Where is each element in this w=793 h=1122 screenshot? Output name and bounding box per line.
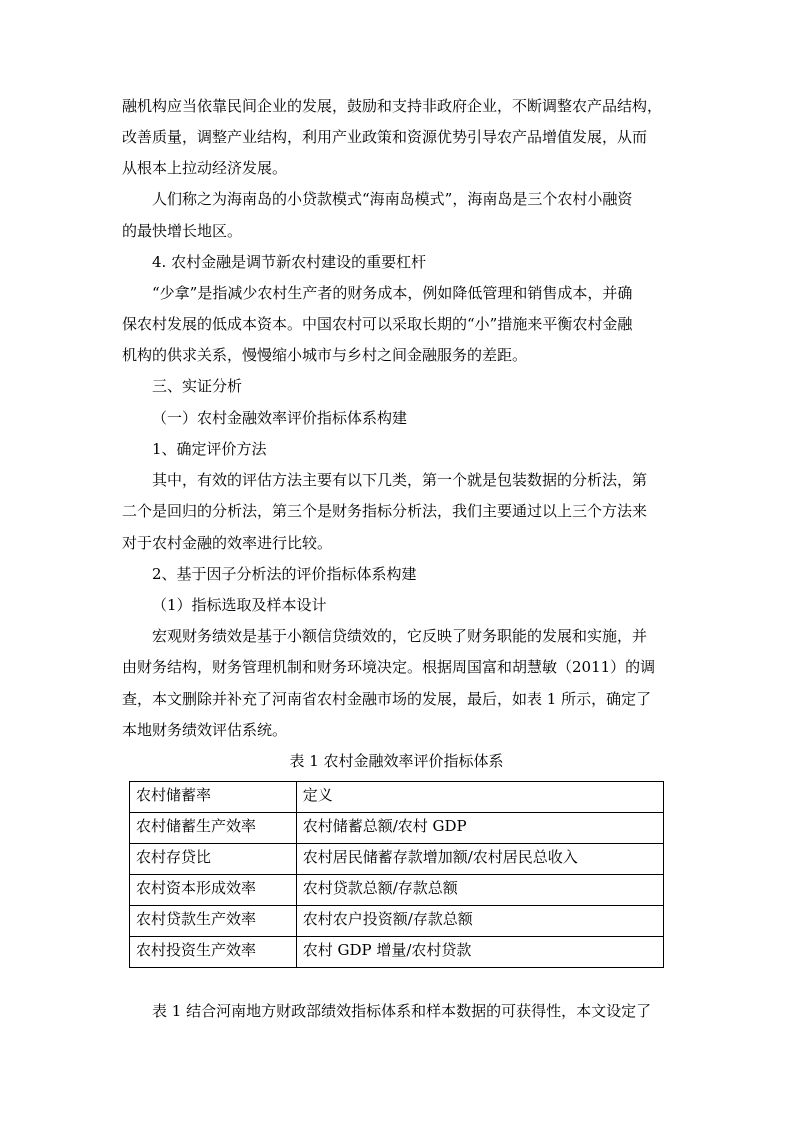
table-cell: 农村贷款生产效率 xyxy=(130,906,297,937)
table-cell: 农村农户投资额/存款总额 xyxy=(296,906,663,937)
table-row xyxy=(130,844,664,875)
table-cell: 定义 xyxy=(296,782,663,813)
table-row xyxy=(130,906,664,937)
paragraph-line: “少拿”是指减少农村生产者的财务成本，例如降低管理和销售成本，并确 xyxy=(152,284,633,302)
indicator-table xyxy=(129,781,664,968)
paragraph-line: 宏观财务绩效是基于小额信贷绩效的，它反映了财务职能的发展和实施，并 xyxy=(152,627,648,645)
table-cell: 农村居民储蓄存款增加额/农村居民总收入 xyxy=(296,844,663,875)
paragraph-line: 本地财务绩效评估系统。 xyxy=(122,721,288,739)
paragraph-line: 其中，有效的评估方法主要有以下几类，第一个就是包装数据的分析法，第 xyxy=(152,471,648,489)
table-cell: 农村 GDP 增量/农村贷款 xyxy=(296,937,663,968)
section-heading: 三、实证分析 xyxy=(152,377,243,395)
table-cell: 农村储蓄生产效率 xyxy=(130,813,297,844)
table-cell: 农村储蓄率 xyxy=(130,782,297,813)
paragraph-line: 对于农村金融的效率进行比较。 xyxy=(122,534,333,552)
subsection-heading: （1）指标选取及样本设计 xyxy=(152,596,327,614)
paragraph-line: 的最快增长地区。 xyxy=(122,222,243,240)
table-row xyxy=(130,937,664,968)
paragraph-line: 查，本文删除并补充了河南省农村金融市场的发展，最后，如表 1 所示，确定了 xyxy=(122,690,652,708)
section-heading: 4. 农村金融是调节新农村建设的重要杠杆 xyxy=(152,253,427,271)
paragraph-line: 保农村发展的低成本资本。中国农村可以采取长期的“小”措施来平衡农村金融 xyxy=(122,315,633,333)
subsection-heading: 1、确定评价方法 xyxy=(152,440,267,458)
table-cell: 农村资本形成效率 xyxy=(130,875,297,906)
table-cell: 农村贷款总额/存款总额 xyxy=(296,875,663,906)
table-cell: 农村存贷比 xyxy=(130,844,297,875)
table-row xyxy=(130,875,664,906)
paragraph-line: 从根本上拉动经济发展。 xyxy=(122,159,288,177)
paragraph-line: 人们称之为海南岛的小贷款模式“海南岛模式”，海南岛是三个农村小融资 xyxy=(152,190,633,208)
paragraph-line: 由财务结构，财务管理机制和财务环境决定。根据周国富和胡慧敏（2011）的调 xyxy=(122,658,656,676)
subsection-heading: （一）农村金融效率评价指标体系构建 xyxy=(152,409,408,427)
table-row xyxy=(130,782,664,813)
paragraph-line: 二个是回归的分析法，第三个是财务指标分析法，我们主要通过以上三个方法来 xyxy=(122,502,648,520)
paragraph-line: 机构的供求关系，慢慢缩小城市与乡村之间金融服务的差距。 xyxy=(122,346,528,364)
paragraph-line: 改善质量，调整产业结构，利用产业政策和资源优势引导农产品增值发展，从而 xyxy=(122,128,648,146)
paragraph-line: 融机构应当依靠民间企业的发展，鼓励和支持非政府企业，不断调整农产品结构， xyxy=(122,97,663,115)
subsection-heading: 2、基于因子分析法的评价指标体系构建 xyxy=(152,565,417,583)
table-row xyxy=(130,813,664,844)
table-caption: 表 1 农村金融效率评价指标体系 xyxy=(289,752,504,770)
table-cell: 农村投资生产效率 xyxy=(130,937,297,968)
paragraph-line: 表 1 结合河南地方财政部绩效指标体系和样本数据的可获得性，本文设定了 xyxy=(152,1002,652,1020)
table-cell: 农村储蓄总额/农村 GDP xyxy=(296,813,663,844)
